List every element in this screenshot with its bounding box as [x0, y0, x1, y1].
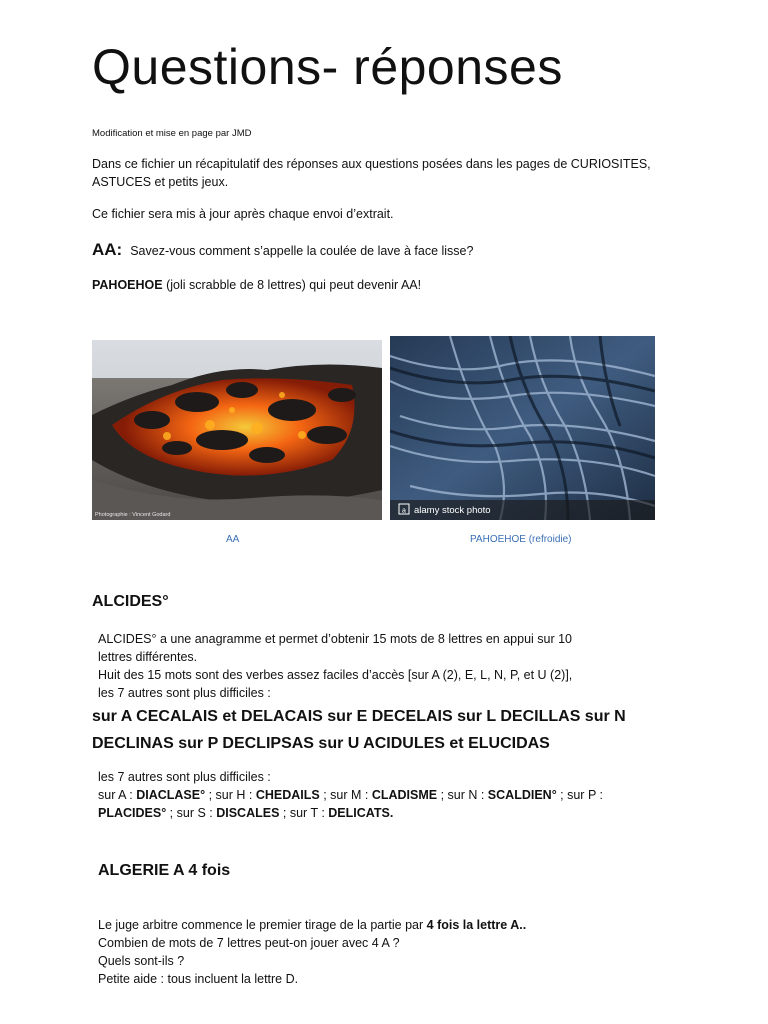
- others-word: CLADISME: [371, 788, 438, 802]
- others-word: DIACLASE°: [136, 788, 206, 802]
- aa-answer-rest: (joli scrabble de 8 lettres) qui peut devenir AA!: [162, 278, 422, 292]
- others-word: SCALDIEN°: [487, 788, 557, 802]
- others-word: DISCALES: [216, 806, 280, 820]
- caption-aa: AA: [226, 534, 240, 545]
- algerie-line-4: Petite aide : tous incluent la lettre D.: [98, 972, 299, 986]
- others-pre: sur A :: [98, 788, 137, 802]
- update-note: Ce fichier sera mis à jour après chaque envoi d’extrait.: [92, 207, 394, 221]
- alcides-verbs-line-2: DECLINAS sur P DECLIPSAS sur U ACIDULES et ELUCIDAS: [92, 735, 550, 752]
- credit-note: Modification et mise en page par JMD: [92, 128, 252, 139]
- alcides-verbs-line-1: sur A CECALAIS et DELACAIS sur E DECELAIS sur L DECILLAS sur N: [92, 708, 626, 725]
- aa-lava-photo: [92, 340, 382, 520]
- aa-answer-word: PAHOEHOE: [92, 278, 163, 292]
- others-pre: ; sur T :: [279, 806, 329, 820]
- algerie-line-2: Combien de mots de 7 lettres peut-on jouer avec 4 A ?: [98, 936, 400, 950]
- photo1-credit: Photographie : Vincent Godard: [95, 512, 171, 518]
- others-pre: ; sur M :: [319, 788, 372, 802]
- algerie-heading: ALGERIE A 4 fois: [98, 862, 231, 879]
- alcides-others-line-2: [98, 804, 658, 822]
- svg-text:a: a: [402, 507, 406, 515]
- aa-label: AA:: [92, 240, 123, 259]
- others-word: PLACIDES°: [98, 806, 167, 820]
- photo2-credit: alamy stock photo: [414, 505, 491, 516]
- caption-pahoehoe: PAHOEHOE (refroidie): [470, 534, 572, 545]
- aa-question-text: Savez-vous comment s’appelle la coulée de lave à face lisse?: [130, 244, 474, 258]
- algerie-paragraph: [98, 916, 658, 988]
- alcides-line-1: ALCIDES° a une anagramme et permet d’obtenir 15 mots de 8 lettres en appui sur 10: [98, 632, 573, 646]
- alcides-paragraph: [98, 630, 658, 702]
- alcides-others-intro: les 7 autres sont plus difficiles :: [98, 770, 271, 784]
- alcides-line-3: Huit des 15 mots sont des verbes assez faciles d’accès [sur A (2), E, L, N, P, et U (2)],: [98, 668, 573, 682]
- algerie-line-3: Quels sont-ils ?: [98, 954, 185, 968]
- intro-paragraph: Dans ce fichier un récapitulatif des réponses aux questions posées dans les pages de CURIOSITES, ASTUCES et petits jeux.: [92, 157, 651, 189]
- algerie-line-1-text: Le juge arbitre commence le premier tirage de la partie par: [98, 918, 427, 932]
- others-word: DELICATS.: [328, 806, 394, 820]
- algerie-line-1-bold: 4 fois la lettre A..: [426, 918, 527, 932]
- others-pre: ; sur S :: [166, 806, 217, 820]
- alcides-others-line-1: [98, 786, 658, 804]
- others-pre: ; sur N :: [437, 788, 488, 802]
- alcides-line-2: lettres différentes.: [98, 650, 198, 664]
- aa-answer: [92, 276, 421, 294]
- others-pre: ; sur P :: [556, 788, 604, 802]
- alcides-verbs: [92, 703, 626, 757]
- pahoehoe-lava-photo: [390, 336, 655, 520]
- page-title: Questions- réponses: [92, 39, 563, 95]
- aa-question: [92, 240, 473, 260]
- alcides-others: [98, 768, 658, 822]
- others-pre: ; sur H :: [205, 788, 256, 802]
- algerie-line-1: [98, 916, 658, 934]
- others-word: CHEDAILS: [255, 788, 320, 802]
- alcides-heading: ALCIDES°: [92, 593, 169, 610]
- alcides-line-4: les 7 autres sont plus difficiles :: [98, 686, 271, 700]
